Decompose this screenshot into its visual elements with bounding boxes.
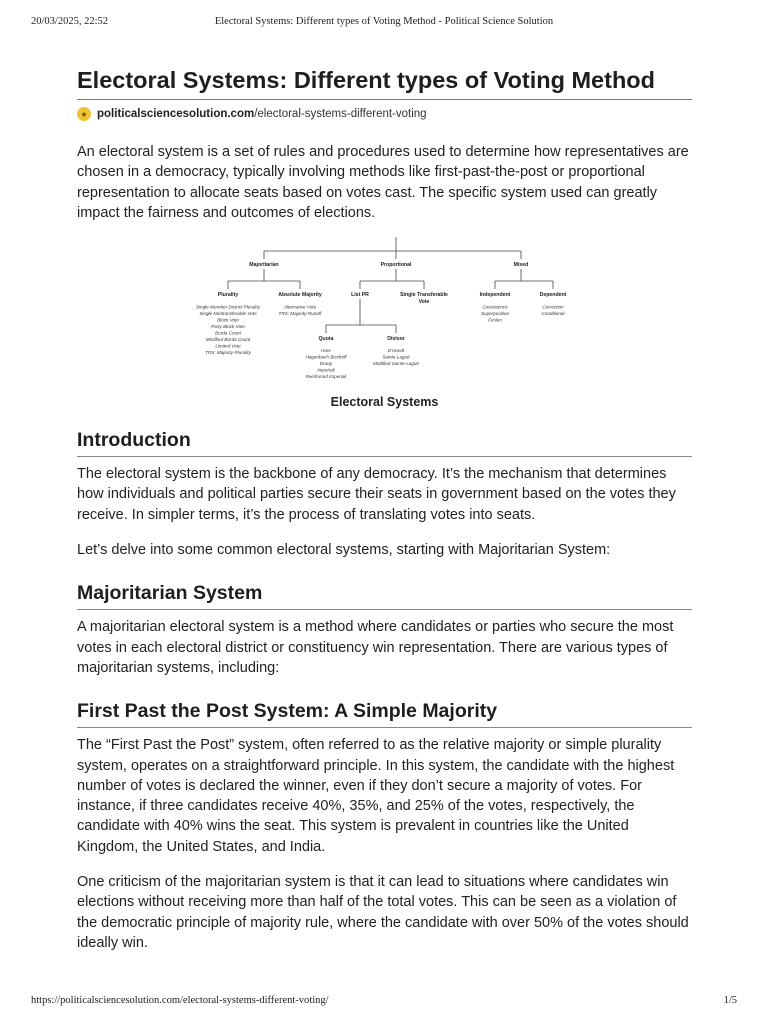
- section-divider: [77, 727, 692, 728]
- node-mixed: Mixed: [513, 262, 529, 269]
- node-list-pr: List PR: [351, 292, 369, 299]
- node-quota: Quota: [318, 336, 334, 343]
- electoral-systems-diagram: [192, 237, 577, 387]
- node-majoritarian: Majoritarian: [249, 262, 279, 269]
- plurality-item: Single-Member District Plurality: [195, 304, 261, 310]
- print-footer: [31, 995, 737, 1009]
- source-domain[interactable]: politicalsciencesolution.com: [97, 108, 255, 120]
- dependent-item: Correction: [542, 304, 564, 310]
- print-page-title: Electoral Systems: Different types of Voting Method - Political Science Solution: [214, 16, 554, 27]
- section-heading: First Past the Post System: A Simple Majority: [77, 700, 498, 723]
- section-majoritarian: [77, 580, 692, 678]
- independent-item: Fusion: [488, 317, 502, 323]
- quota-item: Hare: [321, 348, 331, 354]
- paragraph: The electoral system is the backbone of any democracy. It’s the mechanism that determines how individuals and political parties secure their seats in government based on the votes they receive. In simpler terms, it’s the process of translating votes into seats.: [77, 466, 676, 523]
- section-divider: [77, 609, 692, 610]
- paragraph: Let’s delve into some common electoral systems, starting with Majoritarian System:: [77, 542, 611, 559]
- node-dependent: Dependent: [539, 292, 567, 299]
- plurality-item: Modified Borda Count: [205, 337, 251, 343]
- plurality-item: Party Block Vote: [211, 324, 245, 330]
- plurality-item: Borda Count: [215, 330, 241, 336]
- intro-paragraph: An electoral system is a set of rules and procedures used to determine how representatives are chosen in a democracy, typically involving methods like first-past-the-post or proportional representation to allocate seats based on votes cast. The specific system used can greatly impact the fairness and outcomes of elections.: [77, 144, 689, 221]
- figure-caption: Electoral Systems: [330, 395, 439, 410]
- title-divider: [77, 99, 692, 100]
- independent-item: Coexistence: [482, 304, 508, 310]
- section-divider: [77, 456, 692, 457]
- print-datetime: 20/03/2025, 22:52: [31, 16, 109, 27]
- absolute-majority-item: TRS: Majority-Runoff: [278, 311, 322, 317]
- plurality-item: Block Vote: [217, 317, 239, 323]
- independent-item: Superposition: [480, 311, 510, 317]
- node-stv-line1: Single Transferable: [400, 292, 448, 299]
- article: [77, 64, 692, 953]
- plurality-item: Limited Vote: [215, 343, 241, 349]
- dependent-item: Conditional: [541, 311, 565, 317]
- source-path[interactable]: /electoral-systems-different-voting: [254, 108, 427, 120]
- print-url[interactable]: https://politicalsciencesolution.com/electoral-systems-different-voting/: [31, 995, 329, 1006]
- quota-item: Droop: [319, 361, 333, 367]
- quota-item: Hagenbach Bischoff: [305, 354, 347, 360]
- node-absolute-majority: Absolute Majority: [278, 292, 322, 299]
- article-title: Electoral Systems: Different types of Voting Method: [77, 67, 656, 93]
- plurality-item: TRS: Majority-Plurality: [205, 350, 251, 356]
- node-proportional: Proportional: [380, 262, 412, 269]
- quota-item: Reinforced Imperiali: [305, 374, 347, 380]
- section-heading: Introduction: [77, 429, 191, 452]
- page-number: 1/5: [723, 995, 737, 1006]
- paragraph: One criticism of the majoritarian system is that it can lead to situations where candidates win elections without receiving more than half of the total votes. This can be seen as a violation of the democratic principle of majority rule, where the candidate with over 50% of the votes should ideally win.: [77, 874, 689, 951]
- print-header: [31, 16, 737, 30]
- plurality-item: Single Nontransferable Vote: [199, 311, 257, 317]
- paragraph: A majoritarian electoral system is a method where candidates or parties who secure the most votes in each electoral district or constituency win representation. There are various types of majoritarian systems, including:: [77, 619, 674, 676]
- section-fptp: [77, 698, 692, 953]
- divisor-item: Sainte-Laguë: [382, 354, 410, 360]
- section-heading: Majoritarian System: [77, 582, 263, 605]
- node-stv-line2: Vote: [418, 299, 430, 306]
- node-divisor: Divisor: [387, 336, 405, 343]
- absolute-majority-item: Alternative Vote: [283, 304, 317, 310]
- paragraph: The “First Past the Post” system, often referred to as the relative majority or simple plurality system, operates on a straightforward principle. In this system, the candidate with the highest number of votes is declared the winner, even if they don’t secure a majority of votes. For instance, if three candidates receive 40%, 35%, and 25% of the votes, respectively, the candidate with 40% wins the seat. This system is prevalent in countries like the United Kingdom, the United States, and India.: [77, 737, 675, 855]
- section-introduction: [77, 427, 692, 560]
- electoral-systems-figure: [77, 237, 692, 387]
- node-plurality: Plurality: [217, 292, 239, 299]
- site-favicon-icon: ●: [77, 107, 91, 121]
- node-independent: Independent: [479, 292, 511, 299]
- quota-item: Imperiali: [317, 367, 335, 373]
- source-line: [77, 106, 692, 122]
- divisor-item: D'Hondt: [387, 348, 405, 354]
- divisor-item: Modified Sainte-Laguë: [373, 361, 419, 367]
